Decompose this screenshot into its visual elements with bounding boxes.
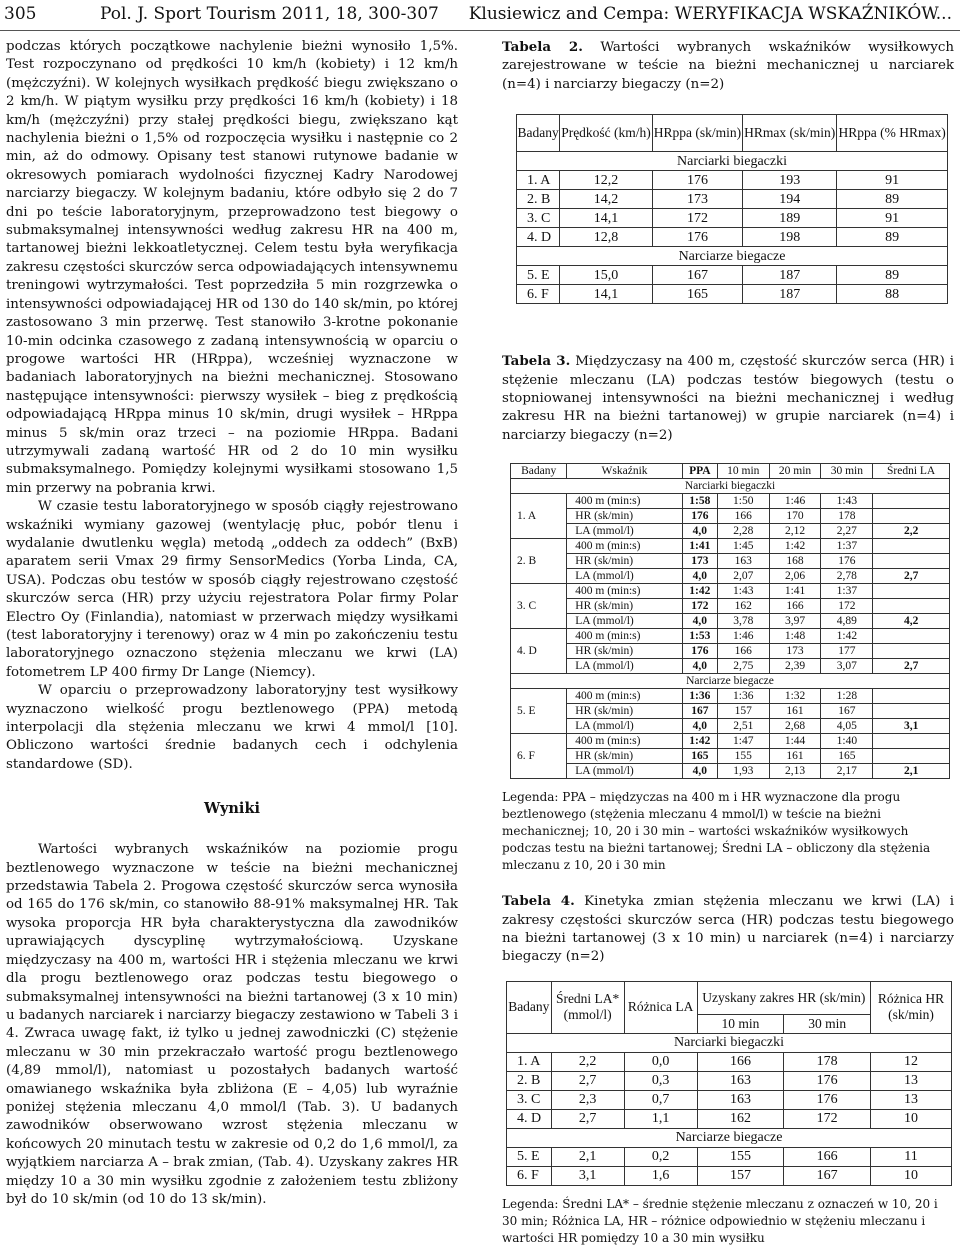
table2-cell: 176 xyxy=(652,171,742,190)
table3-cell: 400 m (min:s) xyxy=(567,494,683,509)
table3-cell: 1:32 xyxy=(769,689,821,704)
table3-empty-cell xyxy=(873,734,950,749)
table2-group-row xyxy=(517,152,948,171)
table3-empty-cell xyxy=(873,689,950,704)
table4-row xyxy=(507,1147,952,1166)
table3-cell: HR (sk/min) xyxy=(567,704,683,719)
table4-row xyxy=(507,1109,952,1128)
table3-group-label: Narciarki biegaczki xyxy=(511,479,950,494)
journal-citation: Pol. J. Sport Tourism 2011, 18, 300-307 xyxy=(100,4,439,24)
table2-cell: 89 xyxy=(837,228,948,247)
table3-cell: 157 xyxy=(717,704,769,719)
table2-header: Badany xyxy=(517,115,560,152)
table3-cell: 1:46 xyxy=(769,494,821,509)
table2-cell: 88 xyxy=(837,285,948,304)
table3-row xyxy=(511,764,950,779)
table3-row xyxy=(511,584,950,599)
table3-cell: 165 xyxy=(682,749,717,764)
table2-cell: 189 xyxy=(743,209,837,228)
table4-cell: 1,6 xyxy=(624,1166,697,1185)
table4-cell: 2,2 xyxy=(551,1052,624,1071)
table4-cell: 178 xyxy=(784,1052,871,1071)
table3-empty-cell xyxy=(873,629,950,644)
table4-cell: 2,7 xyxy=(551,1071,624,1090)
table3-cell: 4,05 xyxy=(821,719,873,734)
table3-row xyxy=(511,644,950,659)
table2-caption-text: Wartości wybranych wskaźników wysiłkowych zarejestrowane w teście na bieżni mechanicznej u narciarek (n=4) i narciarzy biegaczy (n=2) xyxy=(502,40,954,92)
table3-header: 30 min xyxy=(821,464,873,479)
table3-cell: 166 xyxy=(717,644,769,659)
table2-header: HRppa (sk/min) xyxy=(652,115,742,152)
table2-body xyxy=(517,152,948,304)
table3-group-row xyxy=(511,479,950,494)
table3-row xyxy=(511,554,950,569)
page-number: 305 xyxy=(4,4,37,24)
table4-cell: 3. C xyxy=(507,1090,552,1109)
table3-cell: 161 xyxy=(769,749,821,764)
table3-cell: HR (sk/min) xyxy=(567,644,683,659)
table3-header: Średni LA xyxy=(873,464,950,479)
table3-cell: LA (mmol/l) xyxy=(567,524,683,539)
left-column xyxy=(6,38,458,1209)
table3-cell: 1:43 xyxy=(717,584,769,599)
table3-subject: 4. D xyxy=(511,629,567,674)
table3-cell: 1:42 xyxy=(769,539,821,554)
table4-cell: 10 xyxy=(871,1109,952,1128)
table3-cell: 3,97 xyxy=(769,614,821,629)
table2-row xyxy=(517,285,948,304)
table4-cell: 163 xyxy=(697,1071,784,1090)
table3-cell: 2,12 xyxy=(769,524,821,539)
table3-subject: 1. A xyxy=(511,494,567,539)
table3-cell: 2,07 xyxy=(717,569,769,584)
table2-cell: 15,0 xyxy=(560,266,653,285)
table2-cell: 12,2 xyxy=(560,171,653,190)
table3-caption xyxy=(502,352,954,445)
table3-row xyxy=(511,599,950,614)
table4-cell: 167 xyxy=(784,1166,871,1185)
table3-cell: 1:42 xyxy=(682,584,717,599)
table4-group-label: Narciarze biegacze xyxy=(507,1128,952,1147)
table2-header: HRmax (sk/min) xyxy=(743,115,837,152)
table4-cell: 2,3 xyxy=(551,1090,624,1109)
table3-cell: 400 m (min:s) xyxy=(567,584,683,599)
table3-row xyxy=(511,659,950,674)
table2-cell: 14,1 xyxy=(560,209,653,228)
table3-cell: 4,89 xyxy=(821,614,873,629)
table3-cell: 176 xyxy=(682,509,717,524)
table4-cell: 10 xyxy=(871,1166,952,1185)
table3-cell: 2,28 xyxy=(717,524,769,539)
table3-empty-cell xyxy=(873,584,950,599)
table4-cell: 157 xyxy=(697,1166,784,1185)
table4-cell: 11 xyxy=(871,1147,952,1166)
table3-avg-la: 2,7 xyxy=(873,659,950,674)
table3-cell: 1:37 xyxy=(821,539,873,554)
table3-cell: 400 m (min:s) xyxy=(567,734,683,749)
table3-cell: 4,0 xyxy=(682,719,717,734)
table4-header: Różnica LA xyxy=(624,981,697,1033)
table3-avg-la: 2,2 xyxy=(873,524,950,539)
table4-cell: 13 xyxy=(871,1090,952,1109)
table3-caption-text: Międzyczasy na 400 m, częstość skurczów serca (HR) i stężenie mleczanu (LA) podczas testów biegowych (testu o stopniowanej intensywności na bieżni mechanicznej i według zakresu HR na bieżni tartanowej) w grupie narciarek (n=4) i narciarzy biegaczy (n=2) xyxy=(502,354,954,443)
table4-cell: 155 xyxy=(697,1147,784,1166)
table3-header: Badany xyxy=(511,464,567,479)
table4-cell: 2,7 xyxy=(551,1109,624,1128)
table3-empty-cell xyxy=(873,749,950,764)
table3-empty-cell xyxy=(873,554,950,569)
table4-header: 30 min xyxy=(784,1014,871,1033)
table2-cell: 193 xyxy=(743,171,837,190)
table3-cell: HR (sk/min) xyxy=(567,599,683,614)
table3-cell: 1:58 xyxy=(682,494,717,509)
table2-cell: 91 xyxy=(837,209,948,228)
table3-row xyxy=(511,704,950,719)
table4-caption xyxy=(502,892,954,967)
table2-cell: 194 xyxy=(743,190,837,209)
table3-cell: 1:43 xyxy=(821,494,873,509)
table3-cell: 1:53 xyxy=(682,629,717,644)
table4-header-row xyxy=(507,981,952,1014)
table2-cell: 187 xyxy=(743,266,837,285)
table4-cell: 172 xyxy=(784,1109,871,1128)
table2-cell: 89 xyxy=(837,190,948,209)
table3-cell: LA (mmol/l) xyxy=(567,719,683,734)
table3-subject: 5. E xyxy=(511,689,567,734)
table3-cell: 2,75 xyxy=(717,659,769,674)
right-column xyxy=(502,38,954,1247)
table2-cell: 1. A xyxy=(517,171,560,190)
table4-cell: 163 xyxy=(697,1090,784,1109)
table3-cell: LA (mmol/l) xyxy=(567,659,683,674)
table3-cell: 4,0 xyxy=(682,569,717,584)
table3-group-label: Narciarze biegacze xyxy=(511,674,950,689)
table3-header: 20 min xyxy=(769,464,821,479)
table2-header-row xyxy=(517,115,948,152)
table3-cell: HR (sk/min) xyxy=(567,509,683,524)
table3-cell: 1:40 xyxy=(821,734,873,749)
table3-cell: 400 m (min:s) xyxy=(567,689,683,704)
table4-cell: 3,1 xyxy=(551,1166,624,1185)
table3-cell: 1:45 xyxy=(717,539,769,554)
table3-cell: LA (mmol/l) xyxy=(567,614,683,629)
table2-row xyxy=(517,266,948,285)
table2-header: HRppa (% HRmax) xyxy=(837,115,948,152)
table3-cell: 1:37 xyxy=(821,584,873,599)
table3-cell: 2,51 xyxy=(717,719,769,734)
table2-cell: 167 xyxy=(652,266,742,285)
table3-cell: 2,78 xyxy=(821,569,873,584)
table3-cell: LA (mmol/l) xyxy=(567,569,683,584)
table3-cell: 1:41 xyxy=(682,539,717,554)
table2-cell: 165 xyxy=(652,285,742,304)
table4-row xyxy=(507,1090,952,1109)
table3-cell: 176 xyxy=(682,644,717,659)
table2-cell: 91 xyxy=(837,171,948,190)
table4 xyxy=(506,981,952,1186)
table3-avg-la: 4,2 xyxy=(873,614,950,629)
table3-cell: HR (sk/min) xyxy=(567,749,683,764)
table3-row xyxy=(511,494,950,509)
table3-cell: 1:41 xyxy=(769,584,821,599)
table2-cell: 12,8 xyxy=(560,228,653,247)
table3-cell: 4,0 xyxy=(682,524,717,539)
table3-cell: 162 xyxy=(717,599,769,614)
table3-cell: 167 xyxy=(682,704,717,719)
table3-label: Tabela 3. xyxy=(502,353,571,370)
table2-cell: 6. F xyxy=(517,285,560,304)
table3-row xyxy=(511,749,950,764)
table2-row xyxy=(517,171,948,190)
table2-row xyxy=(517,209,948,228)
table3-cell: 2,17 xyxy=(821,764,873,779)
table3-cell: 2,13 xyxy=(769,764,821,779)
table3-cell: LA (mmol/l) xyxy=(567,764,683,779)
table3-row xyxy=(511,539,950,554)
table2 xyxy=(516,114,948,304)
table3-empty-cell xyxy=(873,704,950,719)
table3-legend: Legenda: PPA – międzyczas na 400 m i HR wyznaczone dla progu beztlenowego (stężenia mleczanu 4 mmol/l) w teście na bieżni mechanicznej; 10, 20 i 30 min – wartości wskaźników wysiłkowych podczas testu na bieżni tartanowej; Średni LA – obliczony dla stężenia mleczanu z 10, 20 i 30 min xyxy=(502,790,931,873)
table2-group-label: Narciarki biegaczki xyxy=(517,152,948,171)
table3-body xyxy=(511,479,950,779)
table3-cell: 177 xyxy=(821,644,873,659)
methods-paragraph-1: podczas których początkowe nachylenie bieżni wynosiło 1,5%. Test rozpoczynano od prędkości 10 km/h (kobiety) i 12 km/h (mężczyźni). W kolejnych wysiłkach prędkość biegu zwiększano o 2 km/h. W piątym wysiłku przy prędkości 16 km/h (kobiety) i 18 km/h (mężczyźni) przy stałej prędkości biegu, zwiększano kąt nachylenia bieżni o 1,5% od rozpoczęcia wysiłku i następnie co 2 min, aż do odmowy. Opisany test stanowi rutynowe badanie w okresowych pomiarach wydolności fizycznej Kadry Narodowej narciarzy biegaczy. W kolejnym badaniu, które odbyło się 2 do 7 dni po teście laboratoryjnym, przeprowadzono test biegowy o submaksymalnej intensywności według zakresu HR na 400 m, tartanowej bieżni lekkoatletycznej. Celem testu była weryfikacja zakresu częstości skurczów serca odpowiadających intensywnemu treningowi wytrzymałości. Test poprzedziła 5 min rozgrzewka o intensywności odpowiadającej HR od 130 do 140 sk/min, po której zastosowano 3 min przerwę. Test stanowiło 3-krotne pokonanie 10-min odcinka czasowego z zadaną intensywnością w oparciu o progowe wartości HR (HRppa), wcześniej wyznaczone w badaniach laboratoryjnych na bieżni mechanicznej. Stosowano następujące intensywności: pierwszy wysiłek – bieg z prędkością odpowiadającą HRppa minus 10 sk/min, drugi wysiłek – HRppa minus 5 sk/min oraz trzeci – na poziomie HRppa. Badani utrzymywali zadaną wartość HR od 2 do 10 min wysiłku submaksymalnego. Pomiędzy kolejnymi wysiłkami stosowano 1,5 min przerwy na pobrania krwi. xyxy=(6,39,458,496)
table3-cell: 4,0 xyxy=(682,659,717,674)
table3-cell: 2,68 xyxy=(769,719,821,734)
table4-group-label: Narciarki biegaczki xyxy=(507,1033,952,1052)
table4-cell: 1,1 xyxy=(624,1109,697,1128)
table3-cell: 173 xyxy=(769,644,821,659)
table3-cell: 168 xyxy=(769,554,821,569)
table4-legend: Legenda: Średni LA* – średnie stężenie mleczanu z oznaczeń w 10, 20 i 30 min; Różnica LA, HR – różnice odpowiednio w stężeniu mleczanu i wartości HR pomiędzy 10 a 30 min wysiłku xyxy=(502,1196,938,1245)
table3-cell: 1:36 xyxy=(717,689,769,704)
table2-cell: 5. E xyxy=(517,266,560,285)
table4-header: Różnica HR (sk/min) xyxy=(871,981,952,1033)
table3-cell: 2,06 xyxy=(769,569,821,584)
table3-row xyxy=(511,509,950,524)
table3-empty-cell xyxy=(873,539,950,554)
table4-header: Uzyskany zakres HR (sk/min) xyxy=(697,981,870,1014)
table3-empty-cell xyxy=(873,644,950,659)
table3-cell: 163 xyxy=(717,554,769,569)
table3-cell: 4,0 xyxy=(682,764,717,779)
table3-cell: 1:42 xyxy=(682,734,717,749)
table2-caption xyxy=(502,38,954,94)
table4-group-row xyxy=(507,1033,952,1052)
table4-row xyxy=(507,1166,952,1185)
section-title-results: Wyniki xyxy=(204,800,260,818)
table3-row xyxy=(511,614,950,629)
table4-cell: 1. A xyxy=(507,1052,552,1071)
table3-header: PPA xyxy=(682,464,717,479)
table3-row xyxy=(511,629,950,644)
table2-cell: 187 xyxy=(743,285,837,304)
table3-cell: 166 xyxy=(717,509,769,524)
table2-row xyxy=(517,228,948,247)
table2-cell: 176 xyxy=(652,228,742,247)
table4-header: Badany xyxy=(507,981,552,1033)
table4-cell: 162 xyxy=(697,1109,784,1128)
table3-cell: 165 xyxy=(821,749,873,764)
table2-cell: 173 xyxy=(652,190,742,209)
table2-cell: 172 xyxy=(652,209,742,228)
table2-cell: 198 xyxy=(743,228,837,247)
table3-cell: 178 xyxy=(821,509,873,524)
table3-cell: 155 xyxy=(717,749,769,764)
table2-cell: 14,1 xyxy=(560,285,653,304)
table2-header: Prędkość (km/h) xyxy=(560,115,653,152)
methods-paragraph-2: W czasie testu laboratoryjnego w sposób ciągły rejestrowano wskaźniki wymiany gazowej (wentylację płuc, pobór tlenu i wydalanie dwutlenku węgla) metodą „oddech za oddech” (BxB) aparatem serii Vmax 29 firmy SensorMedics (Yorba Linda, CA, USA). Podczas obu testów w sposób ciągły rejestrowano częstość skurczów serca (HR) przy użyciu rejestratora Polar firmy Polar Electro Oy (Finlandia), natomiast w przerwach między wysiłkami (test laboratoryjny i terenowy) oraz w 4 min po zakończeniu testu laboratoryjnego oznaczono stężenia mleczanu we krwi (LA) fotometrem LP 400 firmy Dr Lange (Niemcy). xyxy=(6,499,458,680)
table3-row xyxy=(511,734,950,749)
table3-cell: 170 xyxy=(769,509,821,524)
table3-row xyxy=(511,719,950,734)
table3-avg-la: 2,7 xyxy=(873,569,950,584)
table2-group-row xyxy=(517,247,948,266)
table4-cell: 0,3 xyxy=(624,1071,697,1090)
table3-avg-la: 3,1 xyxy=(873,719,950,734)
table3-subject: 3. C xyxy=(511,584,567,629)
table3-cell: 166 xyxy=(769,599,821,614)
table2-cell: 14,2 xyxy=(560,190,653,209)
table3-cell: 1:48 xyxy=(769,629,821,644)
table3-cell: 3,78 xyxy=(717,614,769,629)
table4-cell: 166 xyxy=(784,1147,871,1166)
table3-cell: 1:47 xyxy=(717,734,769,749)
table3-cell: 2,27 xyxy=(821,524,873,539)
table4-cell: 13 xyxy=(871,1071,952,1090)
table4-group-row xyxy=(507,1128,952,1147)
table3-empty-cell xyxy=(873,494,950,509)
table2-group-label: Narciarze biegacze xyxy=(517,247,948,266)
table4-cell: 0,0 xyxy=(624,1052,697,1071)
table3-cell: 400 m (min:s) xyxy=(567,629,683,644)
table4-row xyxy=(507,1071,952,1090)
running-header xyxy=(0,0,960,31)
table3-empty-cell xyxy=(873,599,950,614)
table2-row xyxy=(517,190,948,209)
table3-row xyxy=(511,689,950,704)
table3-header: 10 min xyxy=(717,464,769,479)
table3-cell: 1:28 xyxy=(821,689,873,704)
table3-cell: 4,0 xyxy=(682,614,717,629)
table3-cell: 1:42 xyxy=(821,629,873,644)
results-paragraph: Wartości wybranych wskaźników na poziomie progu beztlenowego wyznaczone w teście na bieżni mechanicznej przedstawia Tabela 2. Progowa częstość skurczów serca wynosiła od 165 do 176 sk/min, co stanowiło 88-91% maksymalnej HR. Tak wysoka proporcja HR była charakterystyczna dla zawodników uprawiających dyscyplinę wytrzymałościową. Uzyskane międzyczasy na 400 m, wartości HR i stężenia mleczanu we krwi dla progu beztlenowego oraz podczas testu biegowego o submaksymalnej intensywności na bieżni tartanowej (3 x 10 min) u badanych narciarek i narciarzy biegaczy zestawiono w Tabeli 3 i 4. Zwraca uwagę fakt, iż tylko u jednej zawodniczki (C) stężenie mleczanu w 30 min przekraczało wartość progu beztlenowego (4,89 mmol/l), natomiast u pozostałych badanych wartość omawianego wskaźnika była zbliżona (E – 4,05) lub wyraźnie poniżej stężenia mleczanu 4,0 mmol/l (Tab. 3). U badanych zawodników obserwowano wzrost stężenia mleczanu w końcowych 20 minutach testu w zakresie od 0,2 do 1,6 mmol/l, za wyjątkiem narciarza A – brak zmian, (Tab. 4). Uzyskany zakres HR między 10 a 30 min wysiłku zgodnie z założeniem testu zbliżony był do 10 sk/min (od 10 do 13 sk/min). xyxy=(6,842,458,1207)
table4-cell: 12 xyxy=(871,1052,952,1071)
table4-cell: 4. D xyxy=(507,1109,552,1128)
table3-cell: 1,93 xyxy=(717,764,769,779)
methods-paragraph-3: W oparciu o przeprowadzony laboratoryjny test wysiłkowy wyznaczono wielkość progu beztlenowego (PPA) metodą interpolacji dla stężenia mleczanu we krwi 4 mmol/l [10]. Obliczono wartości średnie badanych cech i odchylenia standardowe (SD). xyxy=(6,683,458,772)
table2-label: Tabela 2. xyxy=(502,39,583,55)
table3-cell: 2,39 xyxy=(769,659,821,674)
table2-cell: 2. B xyxy=(517,190,560,209)
table4-row xyxy=(507,1052,952,1071)
table3-subject: 6. F xyxy=(511,734,567,779)
table3-cell: 3,07 xyxy=(821,659,873,674)
table4-cell: 5. E xyxy=(507,1147,552,1166)
table2-cell: 4. D xyxy=(517,228,560,247)
table3-header: Wskaźnik xyxy=(567,464,683,479)
table4-cell: 6. F xyxy=(507,1166,552,1185)
table3-cell: 176 xyxy=(821,554,873,569)
table3-cell: 173 xyxy=(682,554,717,569)
table4-caption-text: Kinetyka zmian stężenia mleczanu we krwi (LA) i zakresy częstości skurczów serca (HR) podczas testu biegowego na bieżni tartanowej (3 x 10 min) u narciarek (n=4) i narciarzy biegaczy (n=2) xyxy=(502,894,954,965)
table3-subject: 2. B xyxy=(511,539,567,584)
running-authors: Klusiewicz and Cempa: WERYFIKACJA WSKAŹNIKÓW... xyxy=(468,4,952,24)
table3-header-row xyxy=(511,464,950,479)
table3-avg-la: 2,1 xyxy=(873,764,950,779)
table2-cell: 3. C xyxy=(517,209,560,228)
table4-cell: 0,2 xyxy=(624,1147,697,1166)
table3-cell: 167 xyxy=(821,704,873,719)
table3-cell: 1:44 xyxy=(769,734,821,749)
table3-cell: HR (sk/min) xyxy=(567,554,683,569)
table3-cell: 172 xyxy=(821,599,873,614)
table3-empty-cell xyxy=(873,509,950,524)
table4-header: Średni LA* (mmol/l) xyxy=(551,981,624,1033)
table3-cell: 400 m (min:s) xyxy=(567,539,683,554)
table4-header: 10 min xyxy=(697,1014,784,1033)
table4-cell: 2. B xyxy=(507,1071,552,1090)
table4-body xyxy=(507,1033,952,1185)
table4-cell: 176 xyxy=(784,1090,871,1109)
table2-cell: 89 xyxy=(837,266,948,285)
table4-cell: 166 xyxy=(697,1052,784,1071)
table4-cell: 2,1 xyxy=(551,1147,624,1166)
table4-cell: 0,7 xyxy=(624,1090,697,1109)
table3-cell: 1:36 xyxy=(682,689,717,704)
table3-cell: 172 xyxy=(682,599,717,614)
table3-row xyxy=(511,569,950,584)
table4-label: Tabela 4. xyxy=(502,893,575,910)
table3-group-row xyxy=(511,674,950,689)
table3-cell: 1:46 xyxy=(717,629,769,644)
table3-row xyxy=(511,524,950,539)
table3 xyxy=(510,463,950,779)
table3-cell: 1:50 xyxy=(717,494,769,509)
table3-cell: 161 xyxy=(769,704,821,719)
table4-cell: 176 xyxy=(784,1071,871,1090)
